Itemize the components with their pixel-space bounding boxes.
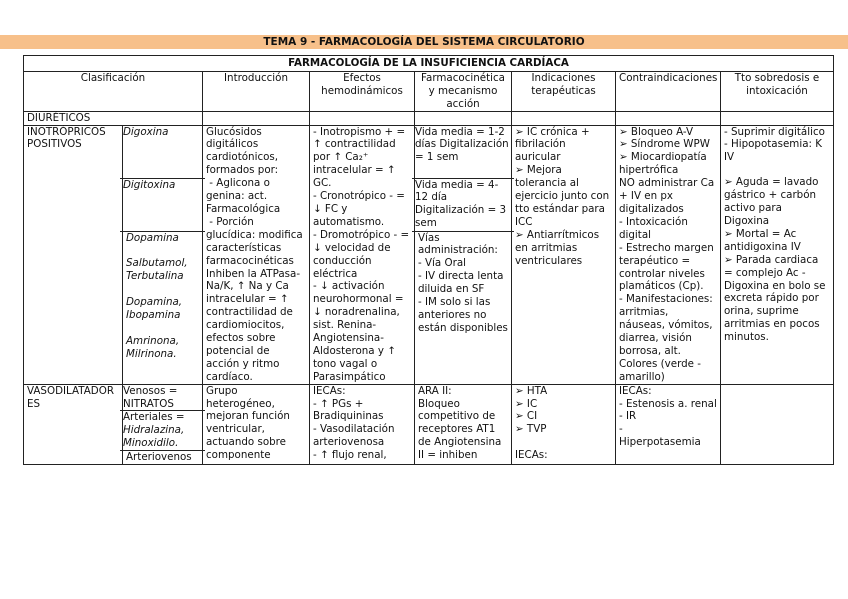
text-line: Inhiben la ATPasa- Na/K, ↑ Na y Ca intracelular = ↑ contractilidad de cardiomiocitos, efectos sobre potencial de acción y ritmo cardíaco. [206,267,304,383]
text-line: ➢ IC [515,397,538,410]
column-header: Introducción [203,71,310,111]
text-line: Hiperpotasemia [619,436,701,449]
text-line: Bloqueo competitivo de receptores AT1 de Angiotensina II = inhiben [418,397,505,462]
text-line: - Hipopotasemia: K IV [724,138,826,164]
column-header: Clasificación [24,71,203,111]
text-line: - Estrecho margen terapéutico = controlar niveles plamáticos (Cp). [619,241,718,293]
column-header: Tto sobredosis e intoxicación [721,71,834,111]
table-title: FARMACOLOGÍA DE LA INSUFICIENCIA CARDÍACA [24,56,834,72]
contra-cell [616,384,721,464]
text-line: - ↑ PGs + Bradiquininas [313,397,384,423]
drug-name: Dopamina [126,231,179,244]
text-line: ➢ Aguda = lavado gástrico + carbón activo para Digoxina [724,176,822,227]
farmaco-cell [415,125,512,384]
contra-cell [616,125,721,384]
indicaciones-cell [512,125,616,384]
column-header: Efectos hemodinámicos [310,71,415,111]
text-line: ➢ Bloqueo A-V [619,125,694,138]
farmaco-cell [415,384,512,464]
text-line: - Dromotrópico - = ↓ velocidad de conducción eléctrica [313,228,413,280]
header-row [24,71,834,111]
text-line: - Inotropismo + = ↑ contractilidad por ↑ Ca₂⁺ intracelular = ↑ GC. [313,125,409,190]
drug-name: Venosos = NITRATOS [120,385,205,412]
text-line: - [619,423,623,436]
drug-name: Arteriovenos [126,451,192,464]
text-line: ARA II: [418,384,452,397]
text-line: - Cronotrópico - = ↓ FC y automatismo. [313,190,409,228]
text-line: ➢ Antiarrítmicos en arritmias ventriculares [515,228,603,267]
text-line: IECAs: [515,449,548,462]
text-line: - IV directa lenta diluida en SF [418,270,507,296]
group-label: VASODILATADORES [24,384,123,464]
column-header: Indicaciones terapéuticas [512,71,616,111]
text-line: - Estenosis a. renal [619,397,717,410]
drug-name: Digoxina [120,126,205,179]
drug-list [123,384,203,464]
text-line: Glucósidos digitálicos cardiotónicos, formados por: [206,125,282,177]
drug-name: Dopamina, Ibopamina [126,296,186,322]
indicaciones-cell [512,384,616,464]
text-line: - ↑ flujo renal, [313,449,387,462]
tto-cell [721,384,834,464]
text-line: Hidralazina, Minoxidilo. [123,424,188,450]
efectos-cell [310,125,415,384]
text-line: IECAs: [313,384,346,397]
text-line: - Vasodilatación arteriovenosa [313,423,398,449]
column-header: Contraindicaciones [616,71,721,111]
table-row [24,384,834,464]
text-line: - Aglicona o genina: act. Farmacológica [206,177,281,215]
text-line: NO administrar Ca + IV en px digitalizados [619,177,718,215]
pharmacology-table [23,55,834,465]
text-line: ➢ Parada cardiaca = complejo Ac - Digoxina en bolo se excreta rápido por orina, suprime arritmias en pocos minutos. [724,253,829,344]
text-line: ➢ Síndrome WPW [619,138,710,151]
intro-cell: Grupo heterogéneo, mejoran función ventricular, actuando sobre componente [203,384,310,464]
text-line: ➢ Mejora tolerancia al ejercicio junto con tto estándar para ICC [515,164,613,228]
text-line: ➢ CI [515,410,538,423]
text-line: - ↓ activación neurohormonal = ↓ noradrenalina, sist. Renina-Angiotensina-Aldosterona y ↑ tono vagal o Parasimpático [313,280,407,383]
drug-group [120,411,205,451]
column-header: Farmacocinética y mecanismo acción [415,71,512,111]
text-line: - Vía Oral [418,257,466,270]
drug-name: Salbutamol, Terbutalina [126,257,191,283]
text-line: Vida media = 4-12 día Digitalización = 3 sem [412,179,514,232]
text-line: Vida media = 1-2 días Digitalización = 1 sem [412,126,514,179]
text-line: ➢ IC crónica + fibrilación auricular [515,125,593,164]
table-row [24,111,834,125]
table-row [24,125,834,384]
group-label: INOTRÓPRICOS POSITIVOS [24,125,123,384]
text-line: - Suprimir digitálico [724,125,825,138]
text-line: - Porción glucídica: modifica características farmacocinéticas [206,215,307,267]
section-label: DIURÉTICOS [24,111,203,125]
text-line [515,436,612,449]
text-line: ➢ Mortal = Ac antidigoxina IV [724,227,801,253]
text-line: - Intoxicación digital [619,215,692,241]
text-line: Vías administración: [418,231,498,257]
text-line: - IM solo si las anteriores no están disponibles [418,296,508,334]
intro-cell [203,125,310,384]
drug-list [123,125,203,384]
tto-cell [721,125,834,384]
efectos-cell [310,384,415,464]
text-line: ➢ HTA [515,384,548,397]
drug-name: Amrinona, Milrinona. [126,335,183,360]
page-title: TEMA 9 - FARMACOLOGÍA DEL SISTEMA CIRCULATORIO [263,36,585,48]
text-line: ➢ Miocardiopatía hipertrófica [619,151,711,177]
text-line: - IR [619,410,637,423]
text-line: Arteriales = [123,411,185,424]
text-line: IECAs: [619,384,652,397]
drug-name: Digitoxina [120,179,205,232]
text-line: - Manifestaciones: arritmias, náuseas, vómitos, diarrea, visión borrosa, alt. Colores (verde - amarillo) [619,293,717,383]
text-line: ➢ TVP [515,423,547,436]
